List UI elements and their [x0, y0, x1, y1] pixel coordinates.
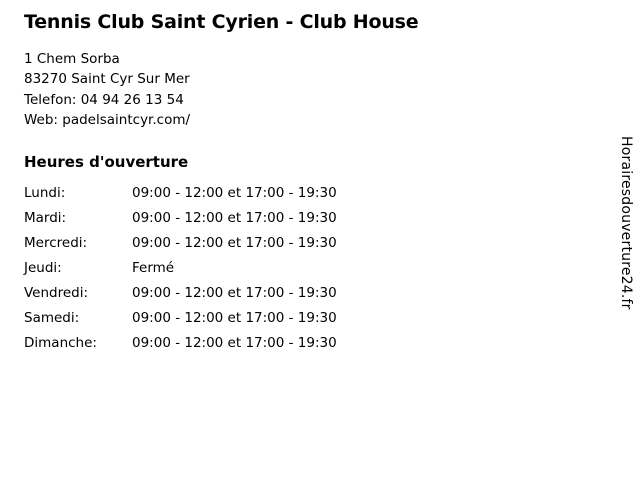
address-city: 83270 Saint Cyr Sur Mer — [24, 71, 190, 88]
day-label: Lundi: — [24, 184, 66, 201]
address-street: 1 Chem Sorba — [24, 50, 120, 67]
day-hours: 09:00 - 12:00 et 17:00 - 19:30 — [132, 209, 337, 226]
address-phone: Telefon: 04 94 26 13 54 — [24, 91, 184, 108]
day-label: Samedi: — [24, 309, 80, 326]
day-hours: 09:00 - 12:00 et 17:00 - 19:30 — [132, 284, 337, 301]
table-row — [24, 185, 337, 210]
day-hours: 09:00 - 12:00 et 17:00 - 19:30 — [132, 184, 337, 201]
table-row — [24, 285, 337, 310]
site-watermark: Horairesdouverture24.fr — [618, 136, 634, 310]
content-container — [24, 10, 594, 360]
day-label: Vendredi: — [24, 284, 89, 301]
table-row — [24, 310, 337, 335]
opening-hours-table — [24, 185, 337, 360]
table-row — [24, 210, 337, 235]
address-block — [24, 49, 594, 131]
day-hours: 09:00 - 12:00 et 17:00 - 19:30 — [132, 309, 337, 326]
address-web: Web: padelsaintcyr.com/ — [24, 112, 191, 129]
day-label: Dimanche: — [24, 334, 97, 351]
table-row — [24, 335, 337, 360]
day-hours: Fermé — [132, 259, 175, 276]
page-title: Tennis Club Saint Cyrien - Club House — [24, 11, 419, 33]
day-label: Mardi: — [24, 209, 67, 226]
table-row — [24, 235, 337, 260]
day-label: Mercredi: — [24, 234, 88, 251]
day-hours: 09:00 - 12:00 et 17:00 - 19:30 — [132, 334, 337, 351]
opening-hours-heading: Heures d'ouverture — [24, 152, 189, 171]
day-hours: 09:00 - 12:00 et 17:00 - 19:30 — [132, 234, 337, 251]
day-label: Jeudi: — [24, 259, 62, 276]
table-row — [24, 260, 337, 285]
